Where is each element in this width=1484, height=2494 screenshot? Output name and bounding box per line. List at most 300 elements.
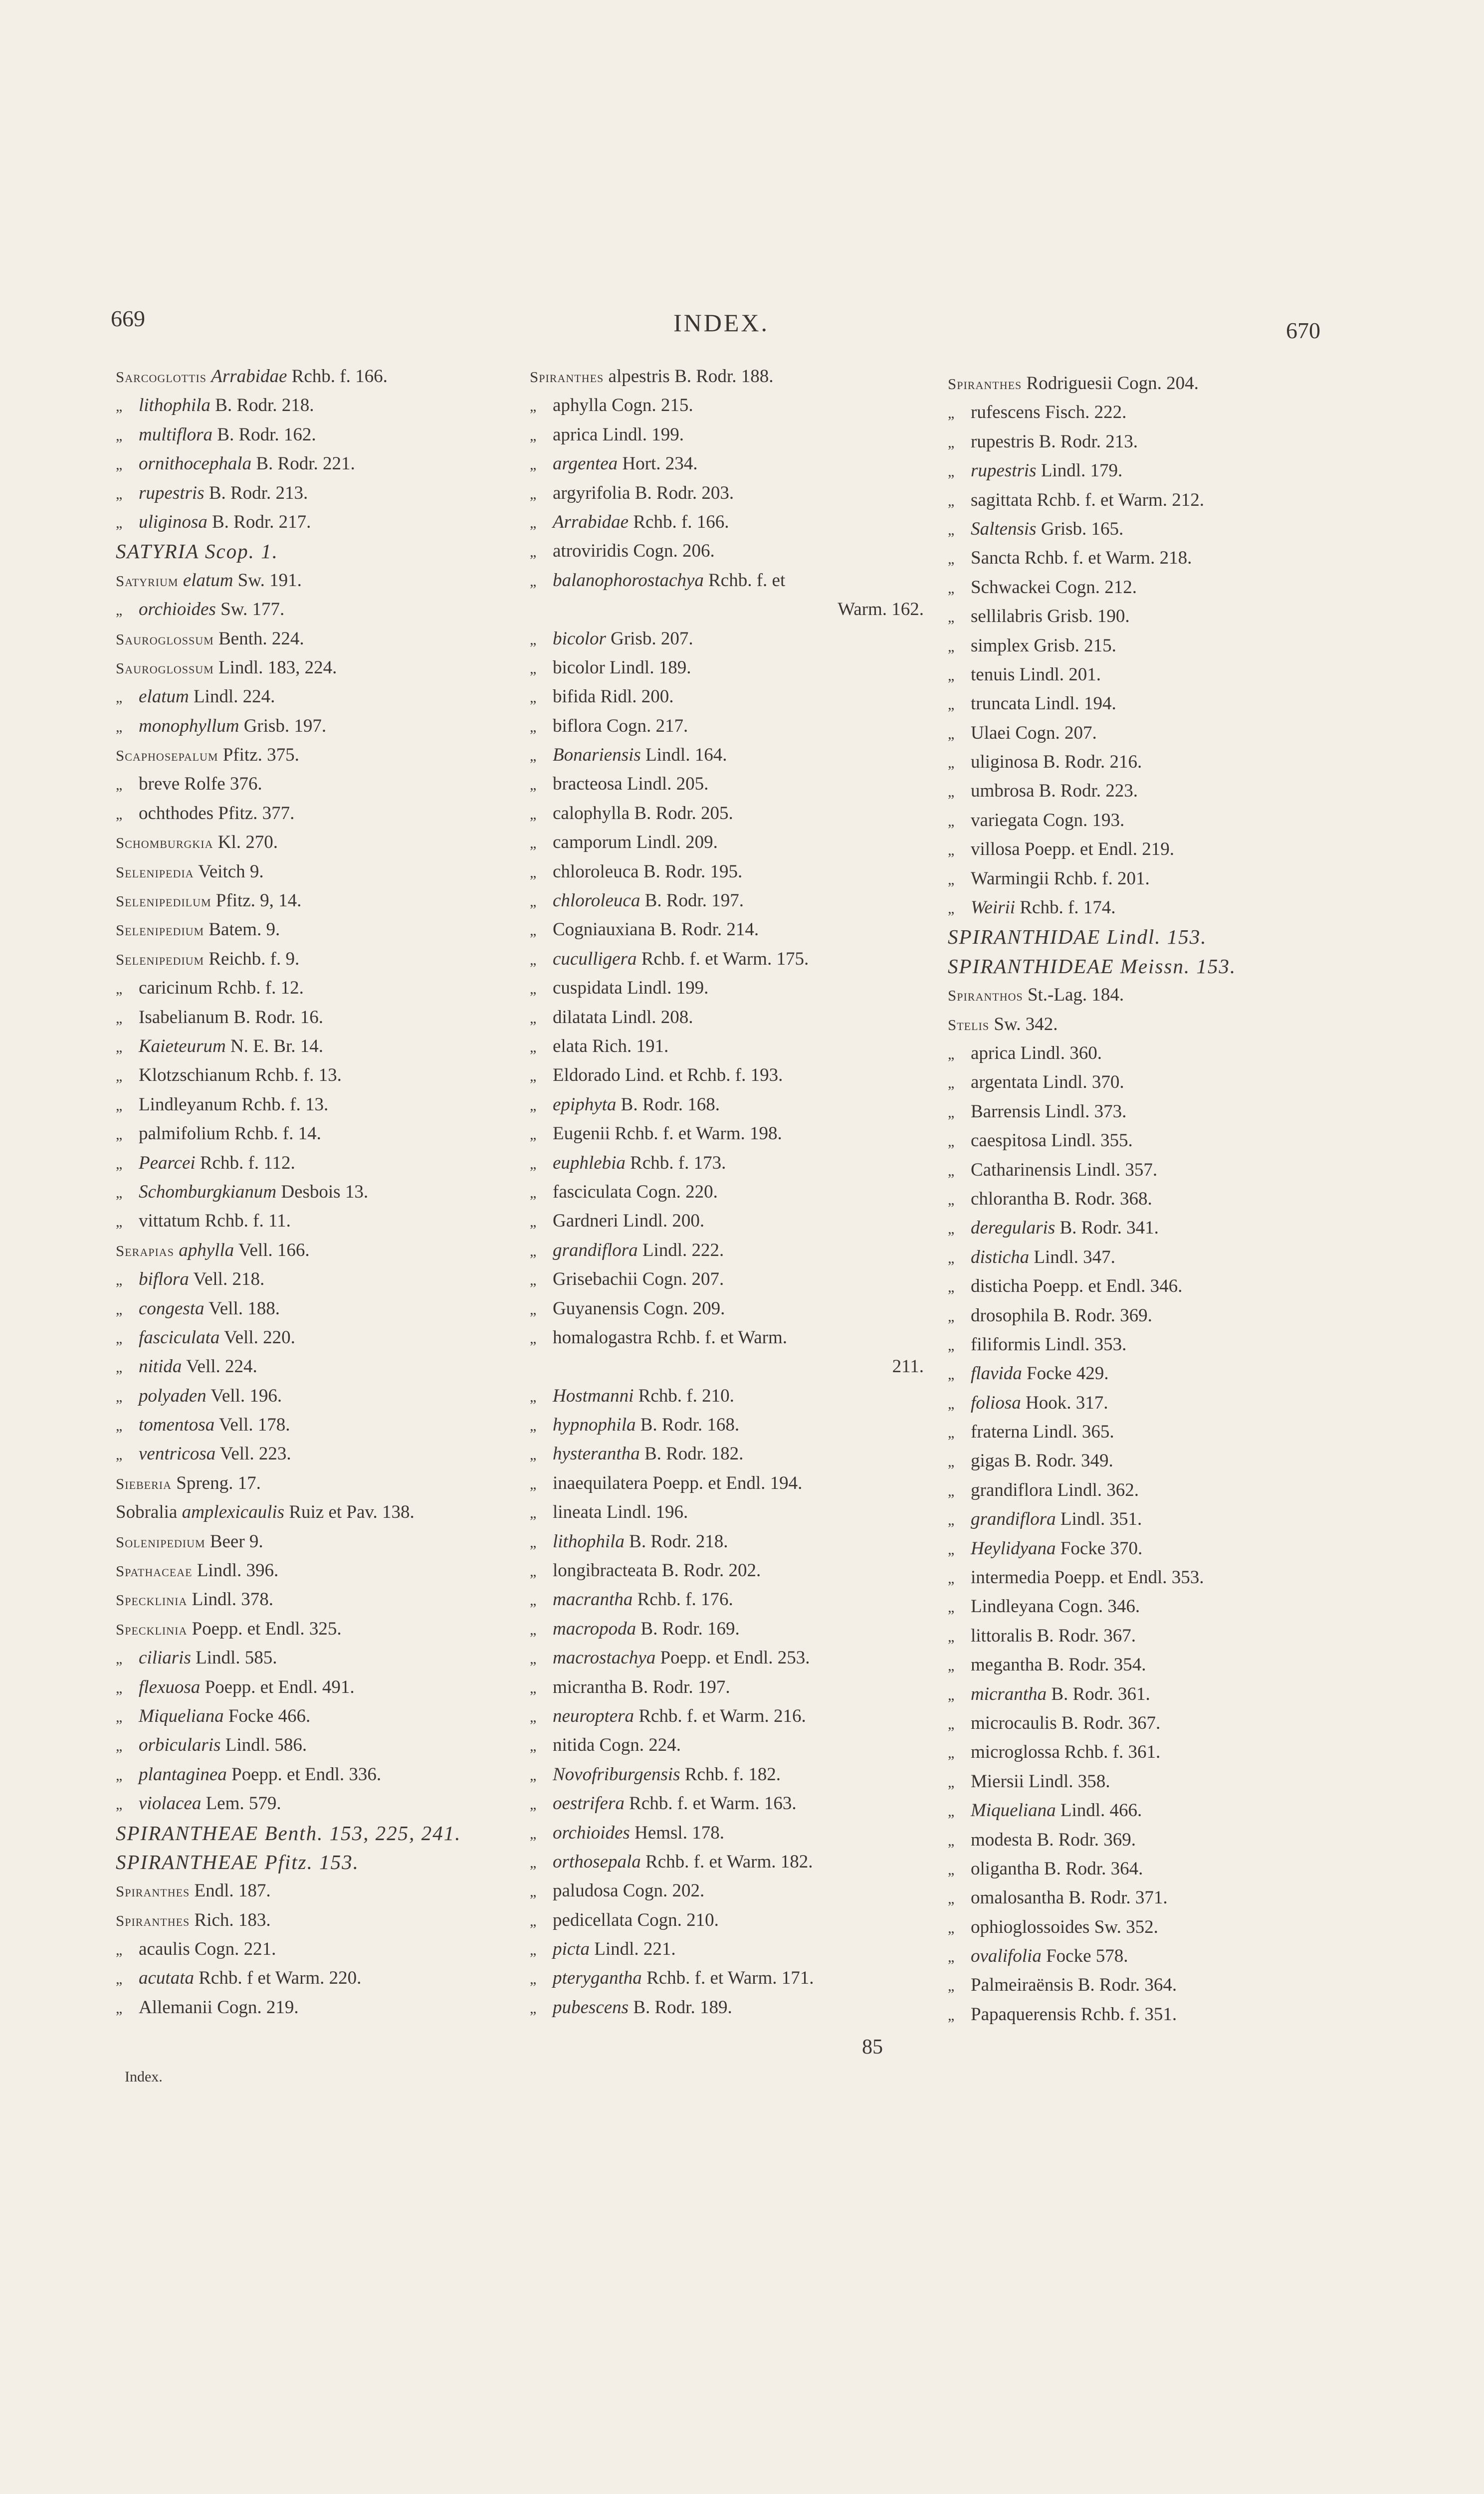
- index-entry: [948, 1447, 1357, 1475]
- entry-epithet: macrantha: [553, 1589, 633, 1610]
- ditto-mark: „: [948, 1162, 955, 1179]
- ditto-mark: „: [530, 1475, 537, 1492]
- ditto-mark: „: [530, 1679, 537, 1696]
- entry-text: Sw. 191.: [237, 570, 302, 591]
- ditto-mark: „: [948, 1541, 955, 1558]
- entry-epithet: lithophila: [139, 395, 211, 416]
- index-entry: [530, 1469, 924, 1498]
- entry-epithet: amplexicaulis: [182, 1502, 285, 1523]
- ditto-mark: „: [530, 1447, 537, 1463]
- ditto-mark: „: [530, 1214, 537, 1231]
- entry-epithet: grandiflora: [553, 1240, 638, 1260]
- index-entry: [948, 486, 1357, 515]
- entry-text: Rchb. f. et Warm. 175.: [641, 948, 809, 969]
- entry-text: Rodriguesii Cogn. 204.: [1026, 373, 1199, 394]
- entry-text: lineata Lindl. 196.: [553, 1502, 688, 1523]
- entry-text: biflora Cogn. 217.: [553, 715, 688, 736]
- index-entry: [948, 1826, 1357, 1855]
- index-entry: [116, 974, 525, 1003]
- ditto-mark: „: [116, 456, 123, 473]
- index-entry: [948, 748, 1357, 777]
- ditto-mark: „: [116, 718, 123, 735]
- entry-epithet: chloroleuca: [553, 890, 640, 911]
- index-entry: [530, 1644, 924, 1672]
- entry-text: B. Rodr. 168.: [621, 1094, 720, 1115]
- entry-epithet: Weirii: [971, 897, 1016, 918]
- entry-text: sagittata Rchb. f. et Warm. 212.: [971, 489, 1204, 510]
- ditto-mark: „: [530, 1534, 537, 1551]
- entry-text: grandiflora Lindl. 362.: [971, 1479, 1139, 1500]
- entry-text: simplex Grisb. 215.: [971, 635, 1116, 656]
- ditto-mark: „: [948, 1221, 955, 1238]
- ditto-mark: „: [530, 2000, 537, 2017]
- ditto-mark: „: [948, 1482, 955, 1499]
- entry-text: disticha Poepp. et Endl. 346.: [971, 1276, 1183, 1297]
- index-entry: [116, 1411, 525, 1440]
- entry-text: camporum Lindl. 209.: [553, 832, 718, 853]
- index-entry: [948, 1301, 1357, 1330]
- index-entry: [948, 1068, 1357, 1097]
- entry-text: Grisb. 165.: [1041, 518, 1124, 539]
- ditto-mark: „: [530, 1912, 537, 1929]
- index-entry: [116, 1848, 525, 1876]
- ditto-mark: „: [530, 893, 537, 910]
- index-entry: [948, 1185, 1357, 1214]
- ditto-mark: „: [948, 1628, 955, 1645]
- index-entry: [116, 1644, 525, 1672]
- ditto-mark: „: [116, 1679, 123, 1696]
- entry-text: Vell. 166.: [238, 1240, 310, 1260]
- entry-text: Rchb. f et Warm. 220.: [199, 1968, 362, 1989]
- entry-text: B. Rodr. 221.: [256, 453, 355, 474]
- ditto-mark: „: [948, 1512, 955, 1529]
- index-entry: [116, 915, 525, 944]
- index-entry: [948, 806, 1357, 835]
- entry-text: Rchb. f. et Warm. 216.: [638, 1705, 806, 1726]
- index-entry: [948, 1039, 1357, 1068]
- index-entry: [116, 1964, 525, 1993]
- entry-text: paludosa Cogn. 202.: [553, 1880, 705, 1901]
- index-entry: [948, 1330, 1357, 1359]
- entry-text: Benth. 153, 225, 241.: [264, 1821, 461, 1845]
- index-entry: [116, 857, 525, 886]
- entry-text: atroviridis Cogn. 206.: [553, 541, 715, 562]
- entry-text: Pfitz. 153.: [264, 1850, 359, 1873]
- entry-text: Reichb. f. 9.: [209, 948, 300, 969]
- index-entry: [116, 653, 525, 682]
- index-entry: [948, 456, 1357, 485]
- ditto-mark: „: [530, 1010, 537, 1027]
- ditto-mark: „: [530, 1243, 537, 1259]
- index-entry: [530, 1440, 924, 1468]
- index-entry: [116, 1032, 525, 1061]
- entry-text: umbrosa B. Rodr. 223.: [971, 781, 1138, 802]
- index-entry: [948, 1156, 1357, 1185]
- entry-text: Batem. 9.: [209, 919, 280, 940]
- entry-epithet: rupestris: [971, 460, 1037, 481]
- entry-epithet: nitida: [139, 1356, 182, 1377]
- entry-genus: Selenipedilum: [116, 892, 212, 910]
- ditto-mark: „: [116, 1651, 123, 1667]
- entry-text: Benth. 224.: [218, 628, 304, 649]
- ditto-mark: „: [948, 551, 955, 568]
- index-entry: [530, 566, 924, 595]
- ditto-mark: „: [530, 1883, 537, 1900]
- entry-text: Allemanii Cogn. 219.: [139, 1997, 299, 2018]
- entry-genus: Stelis: [948, 1016, 990, 1034]
- entry-text: Rchb. f. et Warm. 163.: [629, 1793, 797, 1814]
- index-entry: [948, 1592, 1357, 1621]
- entry-text: Lindleyana Cogn. 346.: [971, 1596, 1140, 1617]
- entry-text: Focke 429.: [1027, 1363, 1109, 1384]
- entry-epithet: tomentosa: [139, 1415, 215, 1436]
- entry-text: Rchb. f. et Warm. 182.: [645, 1851, 813, 1872]
- ditto-mark: „: [948, 1745, 955, 1762]
- index-entry: [948, 1738, 1357, 1767]
- entry-epithet: orchioides: [553, 1822, 630, 1843]
- entry-text: Cogniauxiana B. Rodr. 214.: [553, 919, 759, 940]
- index-entry: [948, 689, 1357, 718]
- entry-text: Lindl. 585.: [196, 1648, 277, 1668]
- ditto-mark: „: [948, 1890, 955, 1907]
- ditto-mark: „: [116, 1942, 123, 1959]
- entry-text: Isabelianum B. Rodr. 16.: [139, 1007, 323, 1028]
- entry-text: argyrifolia B. Rodr. 203.: [553, 482, 734, 503]
- entry-text: B. Rodr. 218.: [215, 395, 314, 416]
- index-entry: [948, 398, 1357, 427]
- entry-text: nitida Cogn. 224.: [553, 1735, 681, 1756]
- entry-text: Papaquerensis Rchb. f. 351.: [971, 2004, 1177, 2025]
- entry-text: Lindl. 351.: [1060, 1509, 1142, 1530]
- index-entry: [530, 1061, 924, 1090]
- entry-text: Focke 370.: [1060, 1538, 1143, 1559]
- index-entry: [948, 631, 1357, 660]
- entry-text: variegata Cogn. 193.: [971, 810, 1125, 831]
- ditto-mark: „: [948, 1599, 955, 1616]
- index-entry: [948, 1651, 1357, 1679]
- entry-epithet: Pearcei: [139, 1152, 196, 1173]
- index-entry: [116, 1469, 525, 1498]
- entry-genus: Schomburgkia: [116, 834, 213, 852]
- entry-text: Lindleyanum Rchb. f. 13.: [139, 1094, 329, 1115]
- ditto-mark: „: [116, 981, 123, 998]
- index-entry: [116, 1440, 525, 1468]
- index-entry: [530, 1498, 924, 1527]
- entry-epithet: argentea: [553, 453, 618, 474]
- ditto-mark: „: [530, 1039, 537, 1055]
- entry-text: rufescens Fisch. 222.: [971, 402, 1127, 423]
- entry-group-title: SPIRANTHEAE: [116, 1850, 259, 1873]
- entry-genus: Satyrium: [116, 572, 179, 590]
- entry-genus: Sobralia: [116, 1502, 178, 1523]
- ditto-mark: „: [948, 871, 955, 888]
- index-entry: [116, 1585, 525, 1614]
- entry-text: Rchb. f. 174.: [1020, 897, 1116, 918]
- entry-text: Lindl. 179.: [1041, 460, 1123, 481]
- index-entry: [948, 2000, 1357, 2029]
- index-entry: [530, 1848, 924, 1876]
- ditto-mark: „: [948, 521, 955, 538]
- index-entry: [948, 573, 1357, 602]
- entry-text: Vell. 218.: [193, 1269, 265, 1290]
- entry-epithet: deregularis: [971, 1218, 1056, 1239]
- entry-text: Hemsl. 178.: [635, 1822, 724, 1843]
- ditto-mark: „: [530, 922, 537, 939]
- entry-epithet: flavida: [971, 1363, 1022, 1384]
- ditto-mark: „: [116, 427, 123, 444]
- index-entry: [116, 682, 525, 711]
- entry-text: calophylla B. Rodr. 205.: [553, 803, 733, 824]
- index-entry: [116, 741, 525, 770]
- ditto-mark: „: [116, 1039, 123, 1055]
- ditto-mark: „: [948, 1454, 955, 1470]
- entry-text: ochthodes Pfitz. 377.: [139, 803, 295, 824]
- entry-text: aprica Lindl. 199.: [553, 424, 684, 445]
- ditto-mark: „: [948, 755, 955, 772]
- entry-genus: Spiranthes: [116, 1882, 190, 1900]
- ditto-mark: „: [530, 660, 537, 677]
- entry-text: Rchb. f. 176.: [637, 1589, 733, 1610]
- ditto-mark: „: [948, 813, 955, 830]
- entry-epithet: pubescens: [553, 1997, 629, 2018]
- index-entry: [948, 1505, 1357, 1534]
- index-entry: [116, 799, 525, 828]
- entry-text: elata Rich. 191.: [553, 1036, 669, 1056]
- entry-genus: Spiranthes: [116, 1911, 190, 1929]
- ditto-mark: „: [948, 1570, 955, 1587]
- entry-epithet: orthosepala: [553, 1851, 641, 1872]
- ditto-mark: „: [948, 1249, 955, 1266]
- entry-text: Grisb. 207.: [611, 628, 693, 649]
- index-entry: [948, 719, 1357, 748]
- entry-text: intermedia Poepp. et Endl. 353.: [971, 1567, 1204, 1588]
- entry-text: Lindl. 153.: [1106, 925, 1207, 949]
- ditto-mark: „: [530, 1796, 537, 1813]
- entry-text: B. Rodr. 361.: [1051, 1683, 1150, 1704]
- entry-text: argentata Lindl. 370.: [971, 1072, 1124, 1093]
- index-entry: [116, 595, 525, 624]
- entry-text: Grisebachii Cogn. 207.: [553, 1269, 724, 1290]
- ditto-mark: „: [116, 2000, 123, 2017]
- index-entry: [530, 420, 924, 449]
- entry-text: Klotzschianum Rchb. f. 13.: [139, 1065, 342, 1086]
- index-entry: [530, 799, 924, 828]
- ditto-mark: „: [116, 1708, 123, 1725]
- entry-text: Lindl. 164.: [645, 745, 727, 766]
- entry-genus: Spathaceae: [116, 1562, 193, 1580]
- index-entry: [116, 1819, 525, 1848]
- entry-text: dilatata Lindl. 208.: [553, 1007, 693, 1028]
- ditto-mark: „: [530, 1971, 537, 1988]
- index-entry: [948, 427, 1357, 456]
- entry-epithet: orbicularis: [139, 1735, 221, 1756]
- entry-genus: Solenipedium: [116, 1533, 206, 1551]
- ditto-mark: „: [948, 1774, 955, 1791]
- ditto-mark: „: [530, 981, 537, 998]
- entry-genus: Spiranthes: [948, 375, 1022, 393]
- entry-text: Rchb. f. 166.: [633, 511, 729, 532]
- index-entry: [948, 1767, 1357, 1796]
- ditto-mark: „: [530, 1825, 537, 1842]
- ditto-mark: „: [948, 1803, 955, 1820]
- ditto-mark: „: [530, 1651, 537, 1667]
- ditto-mark: „: [948, 1075, 955, 1092]
- entry-epithet: grandiflora: [971, 1509, 1056, 1530]
- entry-text: B. Rodr. 162.: [217, 424, 316, 445]
- index-entry: [948, 1126, 1357, 1155]
- entry-text: Rchb. f. 210.: [638, 1385, 734, 1406]
- ditto-mark: „: [116, 1214, 123, 1231]
- index-entry: [948, 893, 1357, 922]
- ditto-mark: „: [530, 1563, 537, 1580]
- index-entry: [530, 1294, 924, 1323]
- entry-text: breve Rolfe 376.: [139, 774, 262, 795]
- entry-epithet: Kaieteurum: [139, 1036, 226, 1056]
- entry-text: villosa Poepp. et Endl. 219.: [971, 839, 1174, 860]
- ditto-mark: „: [948, 434, 955, 451]
- ditto-mark: „: [530, 573, 537, 590]
- ditto-mark: „: [116, 1155, 123, 1172]
- index-entry: [116, 1236, 525, 1265]
- entry-text: Vell. 196.: [211, 1385, 282, 1406]
- index-entry: [530, 1207, 924, 1236]
- ditto-mark: „: [530, 1942, 537, 1959]
- ditto-mark: „: [948, 463, 955, 480]
- index-entry: [948, 515, 1357, 544]
- page-title: INDEX.: [673, 309, 770, 337]
- index-entry: [948, 1389, 1357, 1418]
- entry-text: Rich. 183.: [194, 1909, 271, 1930]
- ditto-mark: „: [116, 1796, 123, 1813]
- entry-text: fraterna Lindl. 365.: [971, 1422, 1114, 1443]
- entry-text: Beer 9.: [210, 1531, 263, 1552]
- index-entry: [530, 1615, 924, 1644]
- index-entry: [116, 1876, 525, 1905]
- ditto-mark: „: [948, 1832, 955, 1849]
- ditto-mark: „: [948, 900, 955, 917]
- entry-text: B. Rodr. 189.: [633, 1997, 732, 2018]
- entry-text: rupestris B. Rodr. 213.: [971, 431, 1138, 452]
- index-entry: [530, 1178, 924, 1207]
- entry-text: littoralis B. Rodr. 367.: [971, 1625, 1136, 1646]
- index-entry: [116, 1352, 525, 1381]
- entry-text: Endl. 187.: [194, 1880, 271, 1901]
- entry-text: microcaulis B. Rodr. 367.: [971, 1712, 1161, 1733]
- entry-text: B. Rodr. 197.: [644, 890, 744, 911]
- entry-text: Vell. 224.: [186, 1356, 257, 1377]
- entry-text: Kl. 270.: [217, 832, 278, 853]
- entry-epithet: polyaden: [139, 1385, 207, 1406]
- ditto-mark: „: [948, 2007, 955, 2024]
- entry-text: Catharinensis Lindl. 357.: [971, 1159, 1158, 1180]
- entry-text: Vell. 178.: [218, 1415, 290, 1436]
- entry-genus: Sauroglossum: [116, 630, 214, 648]
- index-entry: [530, 1032, 924, 1061]
- entry-text: Rchb. f. 112.: [200, 1152, 295, 1173]
- ditto-mark: „: [530, 1418, 537, 1435]
- ditto-mark: „: [116, 1971, 123, 1988]
- index-entry: [530, 682, 924, 711]
- entry-text: Palmeiraënsis B. Rodr. 364.: [971, 1975, 1177, 1996]
- index-entry: [530, 1236, 924, 1265]
- entry-epithet: ventricosa: [139, 1444, 216, 1464]
- ditto-mark: „: [948, 1045, 955, 1062]
- entry-epithet: flexuosa: [139, 1676, 201, 1697]
- entry-epithet: cuculligera: [553, 948, 637, 969]
- entry-epithet: Bonariensis: [553, 745, 641, 766]
- ditto-mark: „: [948, 1279, 955, 1296]
- entry-genus: Selenipedium: [116, 921, 205, 939]
- entry-text: B. Rodr. 168.: [640, 1415, 740, 1436]
- entry-text: Ulaei Cogn. 207.: [971, 722, 1097, 743]
- index-entry: [116, 1382, 525, 1411]
- index-entry: [116, 1090, 525, 1119]
- entry-text: Schwackei Cogn. 212.: [971, 577, 1137, 598]
- entry-epithet: Miqueliana: [971, 1800, 1056, 1821]
- index-entry: [116, 712, 525, 741]
- entry-text: Gardneri Lindl. 200.: [553, 1211, 705, 1232]
- entry-text: Lindl. 183, 224.: [218, 657, 337, 678]
- index-entry: [116, 508, 525, 537]
- ditto-mark: „: [948, 1191, 955, 1208]
- entry-text: B. Rodr. 218.: [629, 1531, 728, 1552]
- entry-epithet: elatum: [183, 570, 233, 591]
- index-entry: [948, 1796, 1357, 1825]
- entry-text: Pfitz. 9, 14.: [215, 890, 302, 911]
- ditto-mark: „: [116, 1767, 123, 1784]
- entry-text: Vell. 223.: [219, 1444, 291, 1464]
- index-entry: [948, 777, 1357, 806]
- index-entry: [530, 1702, 924, 1731]
- entry-text: Hort. 234.: [622, 453, 698, 474]
- index-entry: [530, 741, 924, 770]
- entry-epithet: congesta: [139, 1298, 205, 1319]
- entry-genus: Spiranthes: [530, 368, 604, 386]
- entry-text: Rchb. f. et: [708, 570, 786, 591]
- entry-text: Lindl. 466.: [1060, 1800, 1142, 1821]
- entry-epithet: Arrabidae: [553, 511, 629, 532]
- ditto-mark: „: [948, 492, 955, 509]
- ditto-mark: „: [530, 1767, 537, 1784]
- entry-text: Eugenii Rchb. f. et Warm. 198.: [553, 1123, 782, 1144]
- ditto-mark: „: [116, 602, 123, 619]
- index-entry: [530, 828, 924, 857]
- ditto-mark: „: [948, 1133, 955, 1150]
- index-entry: [530, 595, 924, 624]
- ditto-mark: „: [530, 951, 537, 968]
- index-entry: [530, 915, 924, 944]
- entry-group-title: SPIRANTHIDAE: [948, 925, 1101, 949]
- entry-text: fasciculata Cogn. 220.: [553, 1181, 718, 1202]
- entry-text: Vell. 188.: [209, 1298, 280, 1319]
- ditto-mark: „: [948, 1425, 955, 1442]
- index-entry: [948, 1855, 1357, 1883]
- ditto-mark: „: [530, 777, 537, 794]
- ditto-mark: „: [530, 1854, 537, 1871]
- ditto-mark: „: [116, 1010, 123, 1027]
- ditto-mark: „: [948, 405, 955, 422]
- entry-text: Hook. 317.: [1026, 1392, 1108, 1413]
- entry-text: N. E. Br. 14.: [230, 1036, 323, 1056]
- index-entry: [530, 1119, 924, 1148]
- index-entry: [530, 1090, 924, 1119]
- index-entry: [530, 886, 924, 915]
- ditto-mark: „: [948, 784, 955, 801]
- ditto-mark: „: [116, 398, 123, 415]
- entry-text: megantha B. Rodr. 354.: [971, 1655, 1146, 1675]
- index-entry: [948, 1883, 1357, 1912]
- index-entry: [948, 1359, 1357, 1388]
